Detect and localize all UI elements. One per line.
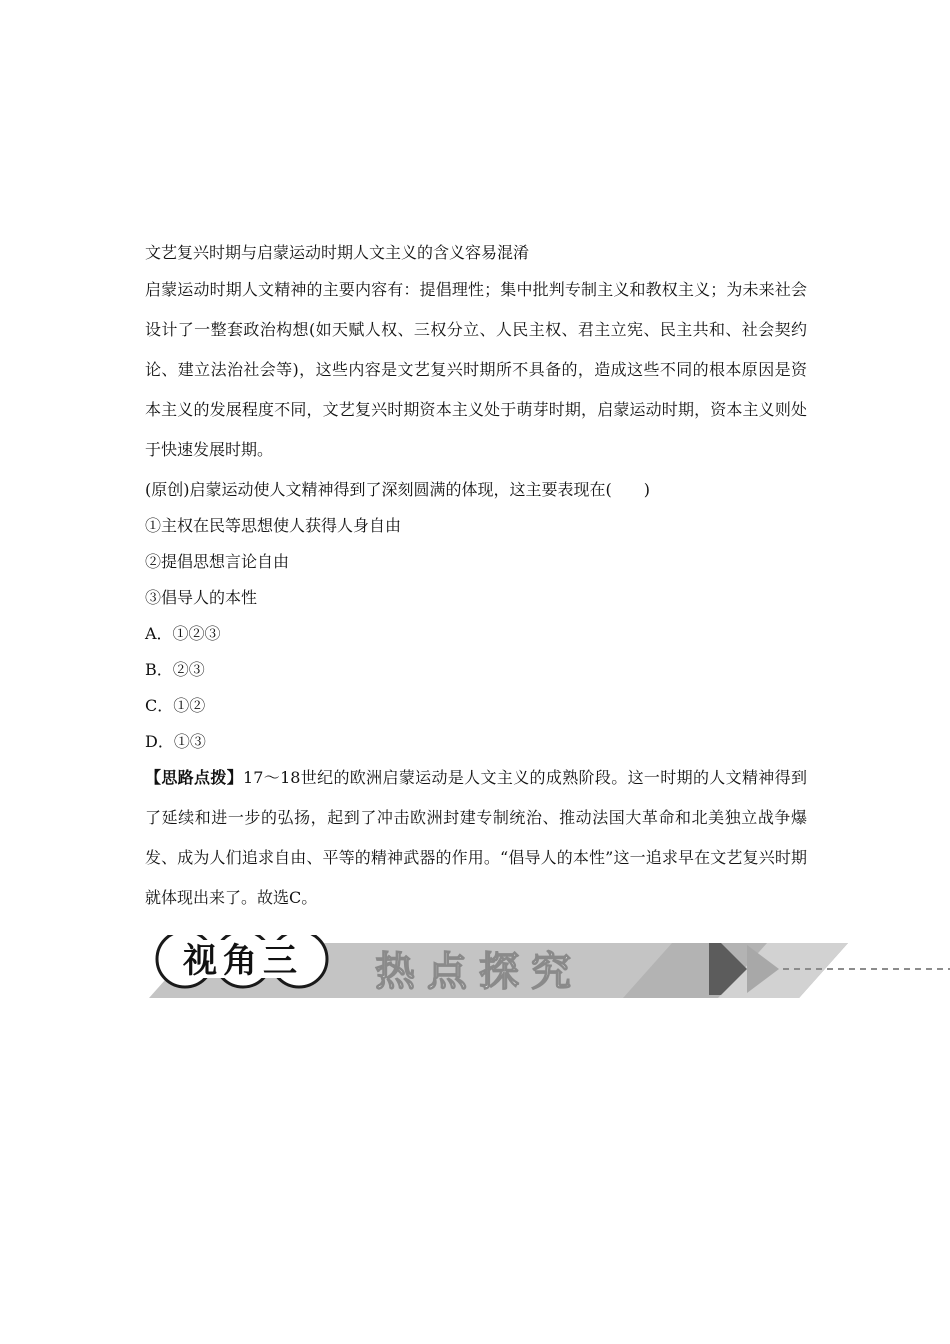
section-heading: 文艺复兴时期与启蒙运动时期人文主义的含义容易混淆 (145, 243, 530, 262)
question-stem: (原创)启蒙运动使人文精神得到了深刻圆满的体现，这主要表现在( ) (145, 480, 650, 499)
banner-graphic (143, 935, 950, 1005)
hint-paragraph (145, 758, 807, 918)
statement-item: ①主权在民等思想使人获得人身自由 (145, 516, 402, 535)
hint-text: 17～18世纪的欧洲启蒙运动是人文主义的成熟阶段。这一时期的人文精神得到了延续和进一步的弘扬，起到了冲击欧洲封建专制统治、推动法国大革命和北美独立战争爆发、成为人们追求自由、平等的精神武器的作用。“倡导人的本性”这一追求早在文艺复兴时期就体现出来了。故选C。 (145, 768, 807, 907)
statement-item: ③倡导人的本性 (145, 588, 258, 607)
banner-title-text: 热点探究 (375, 949, 583, 995)
banner-tag-text: 视角三 (183, 941, 303, 981)
answer-option: C．①② (145, 696, 206, 715)
answer-option: A．①②③ (145, 624, 221, 643)
section-banner (143, 935, 950, 1005)
answer-option: D．①③ (145, 732, 206, 751)
statement-item: ②提倡思想言论自由 (145, 552, 290, 571)
hint-label: 【思路点拨】 (145, 768, 244, 787)
explanation-paragraph: 启蒙运动时期人文精神的主要内容有：提倡理性；集中批判专制主义和教权主义；为未来社会设计了一整套政治构想(如天赋人权、三权分立、人民主权、君主立宪、民主共和、社会契约论、建立法治社会等)，这些内容是文艺复兴时期所不具备的，造成这些不同的根本原因是资本主义的发展程度不同，文艺复兴时期资本主义处于萌芽时期，启蒙运动时期，资本主义则处于快速发展时期。 (145, 280, 807, 459)
answer-option: B．②③ (145, 660, 205, 679)
